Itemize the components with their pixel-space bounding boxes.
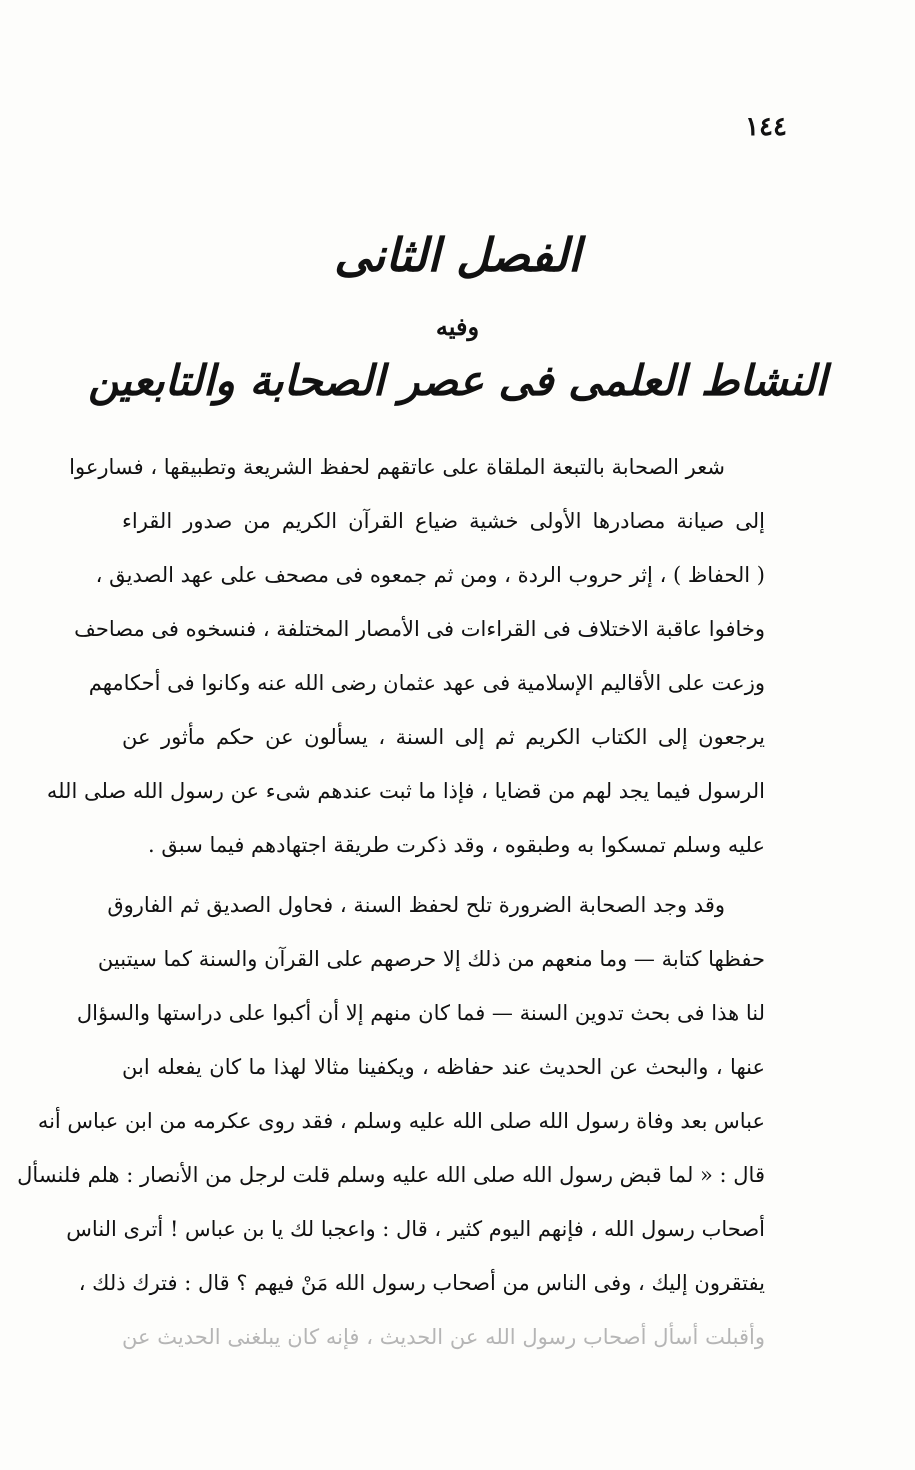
text-line: عنها ، والبحث عن الحديث عند حفاظه ، ويكفينا مثالا لهذا ما كان يفعله ابن — [122, 1055, 765, 1079]
text-line: وخافوا عاقبة الاختلاف فى القراءات فى الأمصار المختلفة ، فنسخوه فى مصاحف — [74, 617, 765, 641]
text-line: إلى صيانة مصادرها الأولى خشية ضياع القرآن الكريم من صدور القراء — [122, 509, 765, 533]
text-line: قال : « لما قبض رسول الله صلى الله عليه وسلم قلت لرجل من الأنصار : هلم فلنسأل — [17, 1163, 765, 1187]
body-text — [17, 440, 765, 1364]
text-line: ( الحفاظ ) ، إثر حروب الردة ، ومن ثم جمعوه فى مصحف على عهد الصديق ، — [95, 563, 765, 587]
text-line: يفتقرون إليك ، وفى الناس من أصحاب رسول الله مَنْ فيهم ؟ قال : فترك ذلك ، — [78, 1271, 765, 1295]
text-line: وزعت على الأقاليم الإسلامية فى عهد عثمان رضى الله عنه وكانوا فى أحكامهم — [88, 671, 765, 695]
text-line: وقد وجد الصحابة الضرورة تلح لحفظ السنة ، فحاول الصديق ثم الفاروق — [107, 893, 725, 917]
paragraph-1 — [46, 440, 765, 872]
text-line: يرجعون إلى الكتاب الكريم ثم إلى السنة ، يسألون عن حكم مأثور عن — [122, 725, 765, 749]
text-line: أصحاب رسول الله ، فإنهم اليوم كثير ، قال : واعجبا لك يا بن عباس ! أترى الناس — [66, 1217, 765, 1241]
text-line: عليه وسلم تمسكوا به وطبقوه ، وقد ذكرت طريقة اجتهادهم فيما سبق . — [148, 833, 765, 857]
text-line-faded: وأقبلت أسأل أصحاب رسول الله عن الحديث ، فإنه كان يبلغنى الحديث عن — [122, 1325, 765, 1349]
chapter-title: الفصل الثانى — [334, 228, 581, 282]
paragraph-2 — [17, 878, 765, 1364]
text-line: لنا هذا فى بحث تدوين السنة — فما كان منهم إلا أن أكبوا على دراستها والسؤال — [76, 1001, 765, 1025]
chapter-heading: النشاط العلمى فى عصر الصحابة والتابعين — [88, 356, 827, 405]
text-line: شعر الصحابة بالتبعة الملقاة على عاتقهم لحفظ الشريعة وتطبيقها ، فسارعوا — [69, 455, 725, 479]
text-line: حفظها كتابة — وما منعهم من ذلك إلا حرصهم على القرآن والسنة كما سيتبين — [97, 947, 765, 971]
page-number: ١٤٤ — [745, 112, 787, 142]
text-line: الرسول فيما يجد لهم من قضايا ، فإذا ما ثبت عندهم شىء عن رسول الله صلى الله — [46, 779, 765, 803]
chapter-subtitle: وفيه — [435, 312, 480, 341]
text-line: عباس بعد وفاة رسول الله صلى الله عليه وسلم ، فقد روى عكرمه من ابن عباس أنه — [37, 1109, 765, 1133]
